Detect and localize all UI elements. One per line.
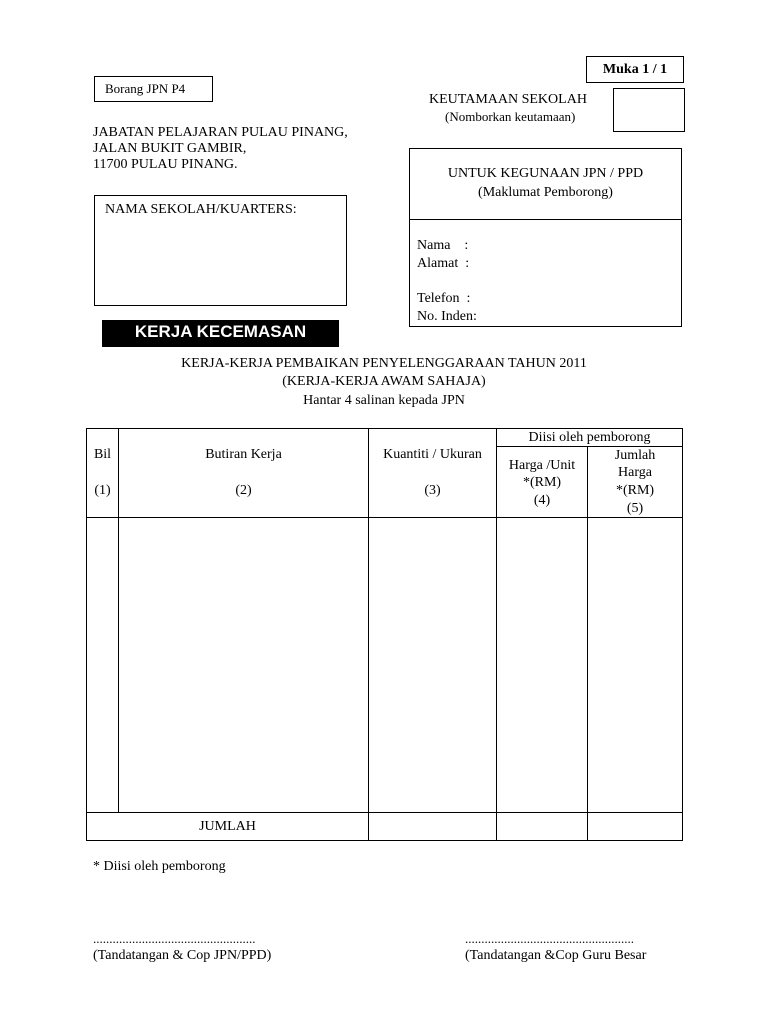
work-description-cell[interactable] (119, 518, 369, 813)
header-work-description-number: (2) (235, 483, 252, 498)
emergency-banner (102, 320, 339, 347)
school-name-box[interactable] (94, 195, 347, 306)
page-number-label: Muka 1 / 1 (602, 62, 668, 77)
contractor-name-field[interactable]: Nama : (417, 238, 469, 253)
office-use-title: UNTUK KEGUNAAN JPN / PPD (447, 166, 644, 181)
table-row (87, 518, 683, 813)
page-number-box (586, 56, 684, 83)
priority-subtitle: (Nomborkan keutamaan) (445, 109, 576, 124)
signature-line-right[interactable]: .................................................... (465, 931, 634, 946)
header-quantity-label: Kuantiti / Ukuran (383, 447, 482, 462)
header-unit-price (497, 447, 588, 518)
form-code-box (94, 76, 213, 102)
address-line: JABATAN PELAJARAN PULAU PINANG, (93, 125, 348, 140)
header-work-description-label: Butiran Kerja (205, 447, 282, 462)
total-amount-cell[interactable] (588, 813, 683, 841)
header-quantity-number: (3) (424, 483, 441, 498)
office-use-box (409, 148, 682, 327)
emergency-banner-text: KERJA KECEMASAN (134, 322, 307, 341)
footnote: * Diisi oleh pemborong (93, 859, 226, 874)
total-price-cell[interactable] (588, 518, 683, 813)
form-title: KERJA-KERJA PEMBAIKAN PENYELENGGARAAN TAHUN 2011 (181, 356, 587, 371)
header-work-description (119, 429, 369, 518)
header-total-price-label-2: Harga (618, 465, 652, 480)
signature-line-left[interactable]: .................................................. (93, 931, 256, 946)
header-total-price (588, 447, 683, 518)
address-line: JALAN BUKIT GAMBIR, (93, 141, 247, 156)
header-unit-price-currency: *(RM) (522, 475, 562, 490)
header-contractor-group: Diisi oleh pemborong (497, 429, 683, 447)
header-bil-label: Bil (93, 447, 112, 462)
header-unit-price-label: Harga /Unit (508, 458, 576, 473)
contractor-phone-field[interactable]: Telefon : (417, 291, 471, 306)
address-line: 11700 PULAU PINANG. (93, 157, 238, 172)
header-bil-number: (1) (94, 483, 111, 498)
office-use-divider (410, 219, 681, 220)
work-items-table (86, 428, 683, 841)
form-subtitle: (KERJA-KERJA AWAM SAHAJA) (282, 374, 486, 389)
header-total-price-currency: *(RM) (615, 483, 655, 498)
total-label: JUMLAH (87, 813, 369, 841)
office-use-subtitle: (Maklumat Pemborong) (478, 185, 613, 200)
quantity-cell[interactable] (369, 518, 497, 813)
header-quantity (369, 429, 497, 518)
department-address (93, 125, 348, 173)
form-code-label: Borang JPN P4 (105, 81, 186, 96)
bil-cell[interactable] (87, 518, 119, 813)
signature-label-left: (Tandatangan & Cop JPN/PPD) (93, 948, 272, 963)
school-name-label: NAMA SEKOLAH/KUARTERS: (105, 202, 297, 217)
priority-title: KEUTAMAAN SEKOLAH (429, 92, 587, 107)
total-unit-price-cell[interactable] (497, 813, 588, 841)
header-bil (87, 429, 119, 518)
header-total-price-label-1: Jumlah (614, 448, 656, 463)
unit-price-cell[interactable] (497, 518, 588, 813)
total-row (87, 813, 683, 841)
contractor-address-field[interactable]: Alamat : (417, 256, 470, 271)
submission-instruction: Hantar 4 salinan kepada JPN (303, 393, 465, 408)
header-total-price-number: (5) (626, 501, 644, 516)
indent-number-field[interactable]: No. Inden: (417, 309, 477, 324)
header-unit-price-number: (4) (533, 493, 551, 508)
total-quantity-cell[interactable] (369, 813, 497, 841)
priority-number-field[interactable] (613, 88, 685, 132)
signature-label-right: (Tandatangan &Cop Guru Besar (465, 948, 647, 963)
